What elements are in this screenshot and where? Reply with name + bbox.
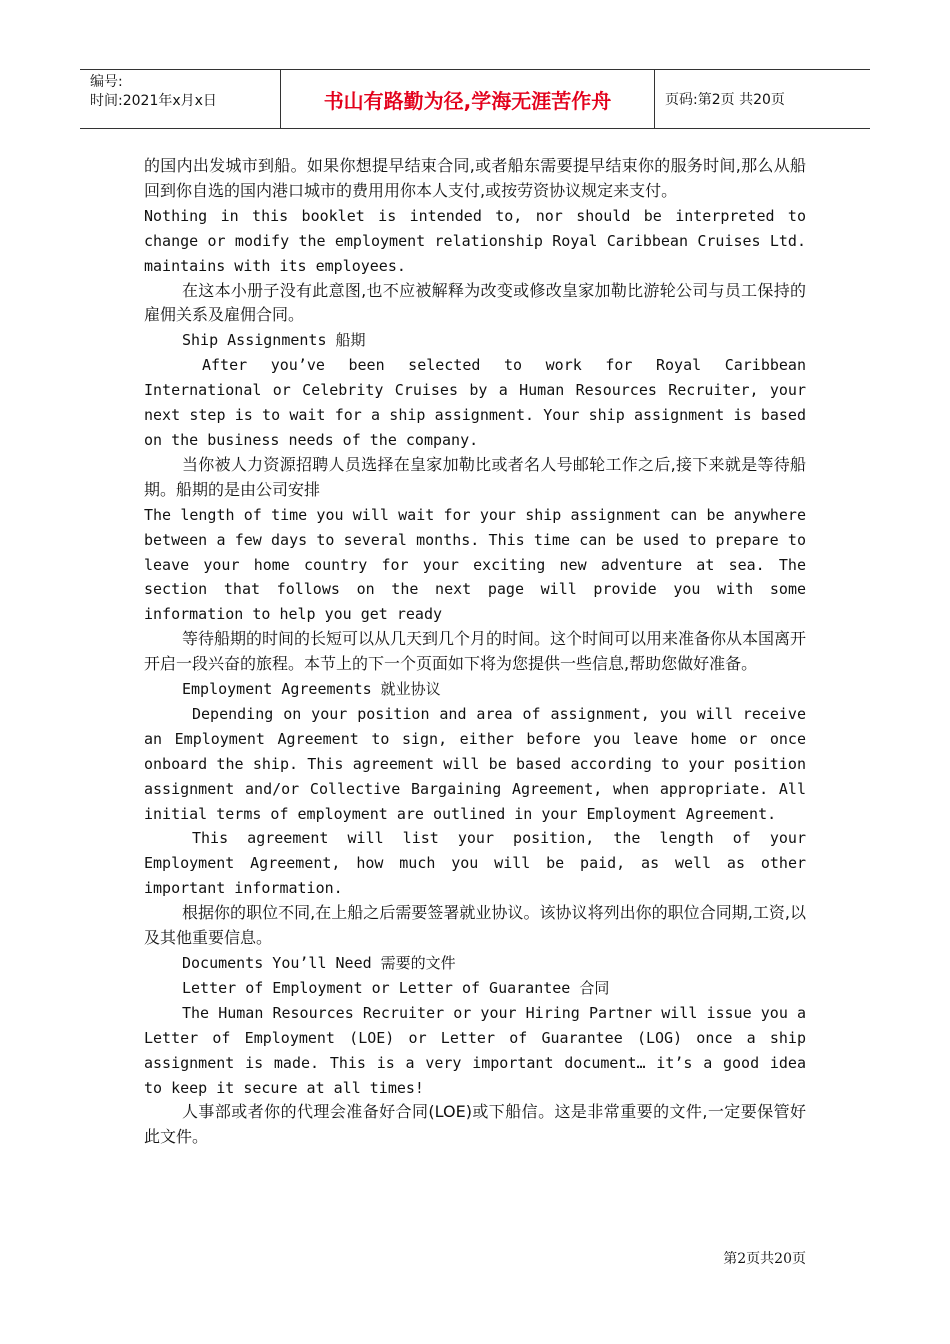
header-time-label: 时间:2021年x月x日 bbox=[90, 93, 217, 109]
header-page-info: 页码:第2页 共20页 bbox=[665, 92, 785, 108]
paragraph: 人事部或者你的代理会准备好合同(LOE)或下船信。这是非常重要的文件,一定要保管好此文件。 bbox=[144, 1102, 806, 1147]
page-footer: 第2页共20页 bbox=[723, 1251, 806, 1267]
paragraph: This agreement will list your position, the length of your Employment Agreement, how much you will be paid, as well as other important information. bbox=[144, 829, 806, 898]
paragraph: 的国内出发城市到船。如果你想提早结束合同,或者船东需要提早结束你的服务时间,那么从船回到你自选的国内港口城市的费用用你本人支付,或按劳资协议规定来支付。 bbox=[144, 156, 806, 200]
page-header bbox=[80, 69, 870, 129]
header-number-label: 编号: bbox=[90, 74, 123, 90]
paragraph: The length of time you will wait for your ship assignment can be anywhere between a few days to several months. This time can be used to prepare to leave your home country for your exciting new adventure at sea. The section that follows on the next page will provide you with some information to help you get ready bbox=[144, 505, 806, 624]
header-motto: 书山有路勤为径,学海无涯苦作舟 bbox=[281, 70, 655, 128]
paragraph: Nothing in this booklet is intended to, nor should be interpreted to change or modify the employment relationship Royal Caribbean Cruises Ltd. maintains with its employees. bbox=[144, 206, 806, 275]
paragraph: Documents You’ll Need 需要的文件 bbox=[182, 954, 456, 972]
paragraph: Ship Assignments 船期 bbox=[182, 331, 366, 350]
paragraph: The Human Resources Recruiter or your Hiring Partner will issue you a Letter of Employment (LOE) or Letter of Guarantee (LOG) once a ship assignment is made. This is a very important document… it’s a good idea to keep it secure at all times! bbox=[144, 1003, 806, 1097]
document-body bbox=[144, 154, 806, 1150]
paragraph: 根据你的职位不同,在上船之后需要签署就业协议。该协议将列出你的职位合同期,工资,以及其他重要信息。 bbox=[144, 903, 806, 948]
paragraph: Employment Agreements 就业协议 bbox=[182, 680, 441, 699]
paragraph: 在这本小册子没有此意图,也不应被解释为改变或修改皇家加勒比游轮公司与员工保持的雇佣关系及雇佣合同。 bbox=[144, 280, 806, 325]
paragraph: Depending on your position and area of assignment, you will receive an Employment Agreement to sign, either before you leave home or once onboard the ship. This agreement will be based according to your position assignment and/or Collective Bargaining Agreement, when appropriate. All initial terms of employment are outlined in your Employment Agreement. bbox=[144, 704, 806, 823]
paragraph: Letter of Employment or Letter of Guarantee 合同 bbox=[182, 978, 610, 997]
paragraph: 当你被人力资源招聘人员选择在皇家加勒比或者名人号邮轮工作之后,接下来就是等待船期。船期的是由公司安排 bbox=[144, 454, 806, 499]
paragraph: After you’ve been selected to work for Royal Caribbean International or Celebrity Cruises by a Human Resources Recruiter, your next step is to wait for a ship assignment. Your ship assignment is based on the business needs of the company. bbox=[144, 356, 806, 449]
paragraph: 等待船期的时间的长短可以从几天到几个月的时间。这个时间可以用来准备你从本国离开开启一段兴奋的旅程。本节上的下一个页面如下将为您提供一些信息,帮助您做好准备。 bbox=[144, 629, 807, 674]
header-meta bbox=[80, 70, 281, 128]
